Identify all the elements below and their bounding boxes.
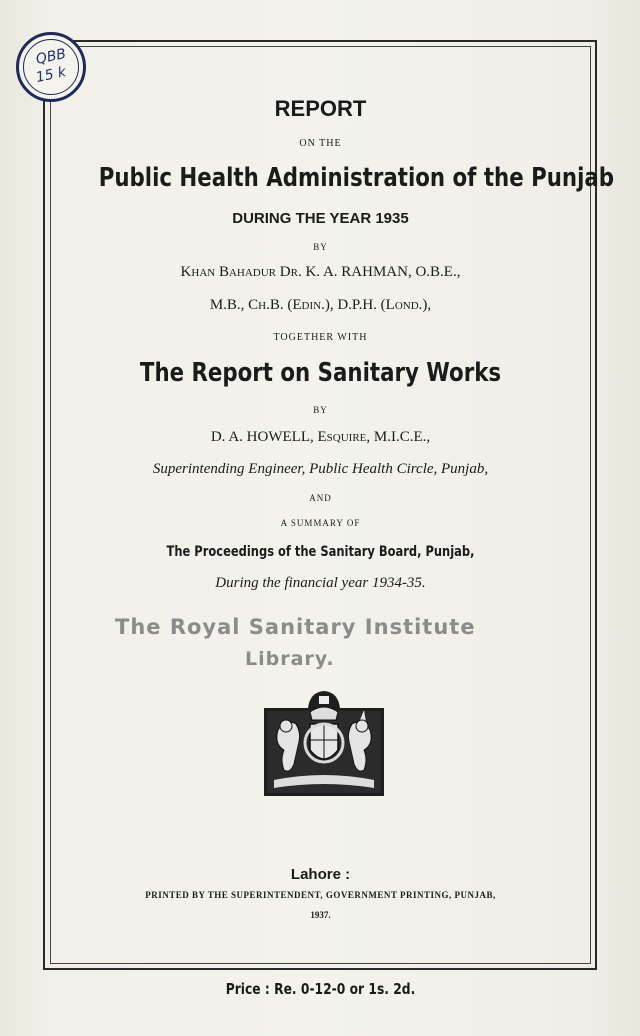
author-2-line-2: Superintending Engineer, Public Health Circle, Punjab, [152, 461, 489, 477]
accession-stamp-icon [16, 32, 86, 102]
sanitary-works-title: The Report on Sanitary Works [139, 358, 502, 388]
print-year: 1937. [310, 910, 331, 920]
year-line: DURING THE YEAR 1935 [232, 210, 409, 227]
summary-of-label: A SUMMARY OF [280, 518, 361, 528]
stamp-line-1: QBB [34, 46, 68, 68]
together-with-label: TOGETHER WITH [273, 332, 368, 343]
library-stamp-line-1: The Royal Sanitary Institute [115, 615, 476, 639]
by-label-1: BY [313, 242, 328, 252]
main-title: Public Health Administration of the Punjab [98, 163, 615, 193]
on-the-label: ON THE [299, 138, 342, 149]
library-stamp-line-2: Library. [245, 648, 335, 670]
printer-line: PRINTED BY THE SUPERINTENDENT, GOVERNMENT PRINTING, PUNJAB, [145, 890, 496, 900]
place-line: Lahore : [290, 866, 351, 883]
author-1-line-2: M.B., Ch.B. (Edin.), D.P.H. (Lond.), [209, 297, 432, 313]
author-1-line-1: Khan Bahadur Dr. K. A. RAHMAN, O.B.E., [180, 264, 461, 280]
by-label-2: BY [313, 405, 328, 415]
author-2-line-1: D. A. HOWELL, Esquire, M.I.C.E., [210, 429, 431, 445]
and-label: AND [309, 493, 332, 503]
royal-coat-of-arms-icon [264, 690, 384, 796]
stamp-line-2: 15 k [34, 64, 68, 86]
proceedings-line: The Proceedings of the Sanitary Board, Punjab, [166, 544, 475, 560]
price-line: Price : Re. 0-12-0 or 1s. 2d. [225, 980, 416, 998]
financial-year-line: During the financial year 1934-35. [215, 575, 426, 591]
report-title: REPORT [274, 96, 367, 121]
